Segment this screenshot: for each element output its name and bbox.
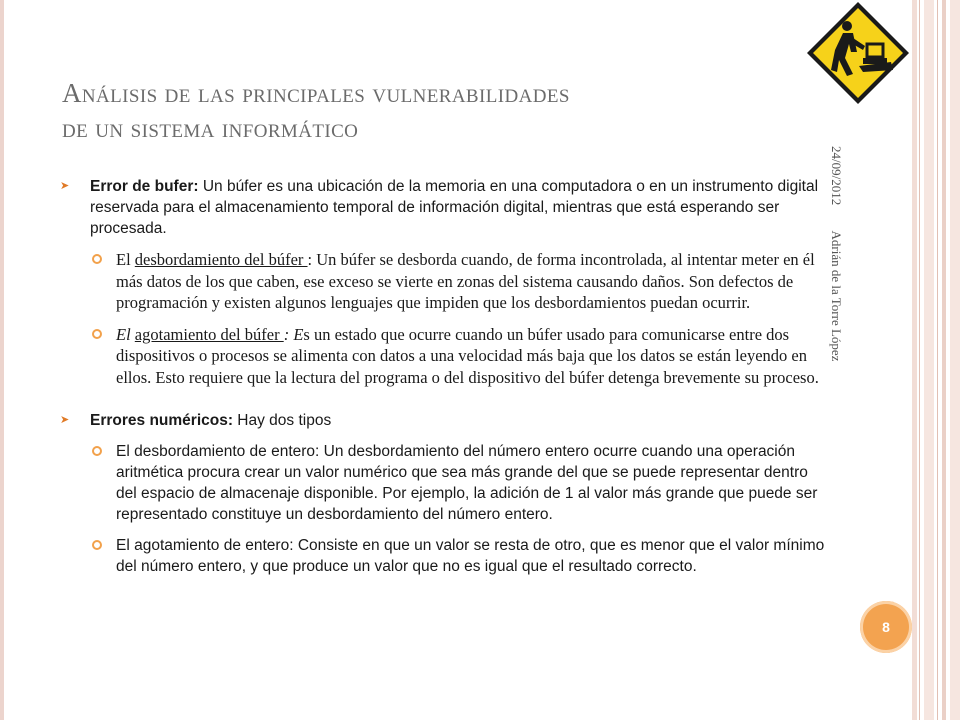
circle-bullet-icon [92,329,102,339]
circle-bullet-icon [92,540,102,550]
arrow-bullet-icon: ➤ [60,180,70,192]
sub-bullet-text: : Un búfer se desborda cuando, de forma incontrolada, al intentar meter en él más datos de los que caben, ese exceso se vierte en zonas del sistema causando daños. Son defectos de programación y existen algunos lenguajes que impiden que los desbordamientos puedan ocurrir. [116,250,815,312]
bullet-text: Un búfer es una ubicación de la memoria en una computadora o en un instrumento digital reservada para el almacenamiento temporal de información digital, mientras que está esperando ser procesada. [90,178,819,237]
band-stripe [924,0,934,720]
bullet-errores-numericos [60,410,828,431]
sub-bullet-prefix: El [116,250,135,269]
band-stripe [942,0,946,720]
left-decorative-stripe [0,0,4,720]
band-line [937,0,938,720]
sub-bullet-colon: : E [283,324,304,344]
title-line-2: de un sistema informático [62,113,359,144]
slide-content [60,176,828,577]
title-line-1: Análisis de las principales vulnerabilidades [62,78,570,108]
sub-bullet-agotamiento-bufer [60,324,828,389]
bullet-lead: Error de bufer: [90,178,199,195]
sub-bullet-text: El agotamiento de entero: Consiste en que un valor se resta de otro, que es menor que el valor mínimo del número entero, y que produce un valor que no es igual que el resultado correcto. [116,537,825,575]
bullet-text: Hay dos tipos [233,412,332,429]
band-stripe [912,0,917,720]
page-number-badge: 8 [860,601,912,653]
band-stripe [950,0,960,720]
sub-bullet-prefix: El [116,324,135,344]
sub-bullet-desbordamiento-entero [60,441,828,525]
term-agotamiento-bufer: agotamiento del búfer [134,324,284,344]
circle-bullet-icon [92,446,102,456]
term-desbordamiento-bufer: desbordamiento del búfer [134,250,308,269]
bullet-lead: Errores numéricos: [90,412,233,429]
spacer [60,388,828,410]
sub-bullet-text: El desbordamiento de entero: Un desbordamiento del número entero ocurre cuando una operación aritmética procura crear un valor numérico que sea más grande del que se puede representar dentro del espacio de almacenaje disponible. Por ejemplo, la adición de 1 al valor más grande que puede ser representado constituye un desbordamiento del número entero. [116,443,818,523]
band-line [919,0,920,720]
slide-author: Adrián de la Torre López [829,230,844,362]
slide-title [62,76,822,146]
arrow-bullet-icon: ➤ [60,414,70,426]
slide-date: 24/09/2012 [829,146,844,206]
circle-bullet-icon [92,254,102,264]
right-decorative-band [912,0,960,720]
bullet-error-bufer [60,176,828,239]
sub-bullet-agotamiento-entero [60,535,828,577]
sub-bullet-desbordamiento-bufer [60,249,828,314]
sub-bullet-text: s un estado que ocurre cuando un búfer usado para comunicarse entre dos dispositivos o procesos se alimenta con datos a una velocidad más baja que los datos se están leyendo en ellos. Esto requiere que la lectura del programa o del dispositivo del búfer detenga brevemente su proceso. [116,324,819,387]
